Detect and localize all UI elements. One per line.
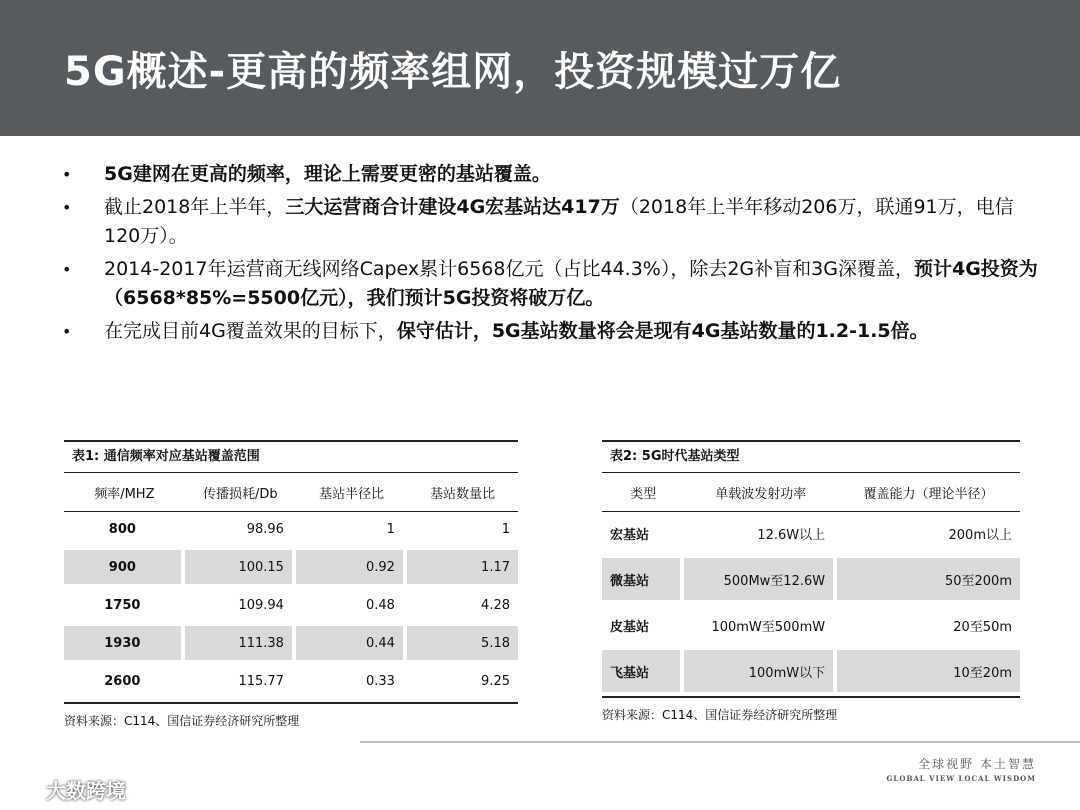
table2-grid — [602, 473, 1020, 696]
table-cell: 9.25 — [407, 664, 518, 702]
bullet-text: 在完成目前4G覆盖效果的目标下， — [104, 320, 397, 342]
table2-bottom-rule — [602, 696, 1020, 698]
bullet-text: 保守估计，5G基站数量将会是现有4G基站数量的1.2-1.5倍。 — [396, 320, 929, 342]
bullet-dot-icon: • — [62, 198, 72, 217]
table-row — [602, 512, 1020, 558]
table-cell: 900 — [64, 550, 185, 588]
table-cell: 100.15 — [185, 550, 296, 588]
table-cell: 0.48 — [296, 588, 407, 626]
bullet-item — [58, 317, 1038, 346]
table1-header: 基站数量比 — [407, 473, 518, 512]
table-cell: 12.6W以上 — [684, 512, 837, 558]
table-row — [602, 650, 1020, 696]
table2 — [602, 440, 1020, 723]
table1-bottom-rule — [64, 702, 518, 704]
table-cell: 5.18 — [407, 626, 518, 664]
table1 — [64, 440, 518, 729]
table-row — [64, 664, 518, 702]
table-cell: 0.92 — [296, 550, 407, 588]
table2-source: 资料来源：C114、国信证券经济研究所整理 — [602, 708, 838, 722]
table1-source: 资料来源：C114、国信证券经济研究所整理 — [64, 714, 300, 728]
table-row — [602, 558, 1020, 604]
watermark-text: 大数跨境 — [46, 779, 126, 803]
table-cell: 0.33 — [296, 664, 407, 702]
table-row — [64, 550, 518, 588]
table1-header: 频率/MHZ — [64, 473, 185, 512]
bullet-item — [58, 160, 1038, 189]
table-cell: 皮基站 — [602, 604, 684, 650]
table-cell: 1750 — [64, 588, 185, 626]
table2-header-row — [602, 473, 1020, 512]
table-row — [64, 626, 518, 664]
table-cell: 50至200m — [837, 558, 1020, 604]
slogan-english: GLOBAL VIEW LOCAL WISDOM — [886, 774, 1036, 783]
table1-header-row — [64, 473, 518, 512]
table-cell: 1 — [407, 512, 518, 550]
slide-title: 5G概述-更高的频率组网，投资规模过万亿 — [64, 49, 842, 95]
bullet-text: 预计4G投资为（6568*85%=5500亿元），我们预计5G投资将破万亿。 — [104, 258, 1038, 309]
table-cell: 1930 — [64, 626, 185, 664]
table-row — [602, 604, 1020, 650]
table1-body — [64, 512, 518, 702]
table2-header: 单载波发射功率 — [684, 473, 837, 512]
table-cell: 200m以上 — [837, 512, 1020, 558]
table-cell: 宏基站 — [602, 512, 684, 558]
bullet-text: 截止2018年上半年， — [104, 196, 286, 218]
table2-title: 表2: 5G时代基站类型 — [602, 440, 1020, 473]
watermark-logo-icon — [6, 775, 42, 801]
bullet-text: 三大运营商合计建设4G宏基站达417万 — [285, 196, 620, 218]
table1-grid — [64, 473, 518, 702]
table-row — [64, 588, 518, 626]
slogan-chinese: 全球视野 本土智慧 — [918, 757, 1036, 771]
table1-title: 表1: 通信频率对应基站覆盖范围 — [64, 440, 518, 473]
table1-header: 基站半径比 — [296, 473, 407, 512]
bullet-text: 5G建网在更高的频率，理论上需要更密的基站覆盖。 — [104, 163, 551, 185]
footer-divider — [360, 741, 1080, 743]
table-cell: 800 — [64, 512, 185, 550]
bullet-item — [58, 255, 1038, 313]
table-cell: 109.94 — [185, 588, 296, 626]
table-cell: 2600 — [64, 664, 185, 702]
table-cell: 微基站 — [602, 558, 684, 604]
table-cell: 4.28 — [407, 588, 518, 626]
table-cell: 98.96 — [185, 512, 296, 550]
bullet-text: 2014-2017年运营商无线网络Capex累计6568亿元（占比44.3%），除去2G补盲和3G深覆盖， — [104, 258, 914, 280]
table-cell: 20至50m — [837, 604, 1020, 650]
table-row — [64, 512, 518, 550]
bullet-dot-icon: • — [62, 260, 72, 279]
bullet-dot-icon: • — [62, 165, 72, 184]
bullet-dot-icon: • — [62, 322, 72, 341]
title-bar — [0, 0, 1080, 136]
footer-slogan — [886, 755, 1036, 783]
table-cell: 0.44 — [296, 626, 407, 664]
table1-header: 传播损耗/Db — [185, 473, 296, 512]
table-cell: 111.38 — [185, 626, 296, 664]
table2-header: 覆盖能力（理论半径） — [837, 473, 1020, 512]
bullet-text: （2018年上半年移动206万，联通91万，电信120万）。 — [104, 196, 1014, 247]
table-cell: 1.17 — [407, 550, 518, 588]
table-cell: 100mW至500mW — [684, 604, 837, 650]
table2-body — [602, 512, 1020, 696]
table-cell: 10至20m — [837, 650, 1020, 696]
watermark — [6, 773, 156, 803]
table-cell: 飞基站 — [602, 650, 684, 696]
table-cell: 115.77 — [185, 664, 296, 702]
table2-header: 类型 — [602, 473, 684, 512]
table-cell: 1 — [296, 512, 407, 550]
table-cell: 100mW以下 — [684, 650, 837, 696]
table-cell: 500Mw至12.6W — [684, 558, 837, 604]
bullet-item — [58, 193, 1038, 251]
bullet-list — [58, 160, 1038, 350]
